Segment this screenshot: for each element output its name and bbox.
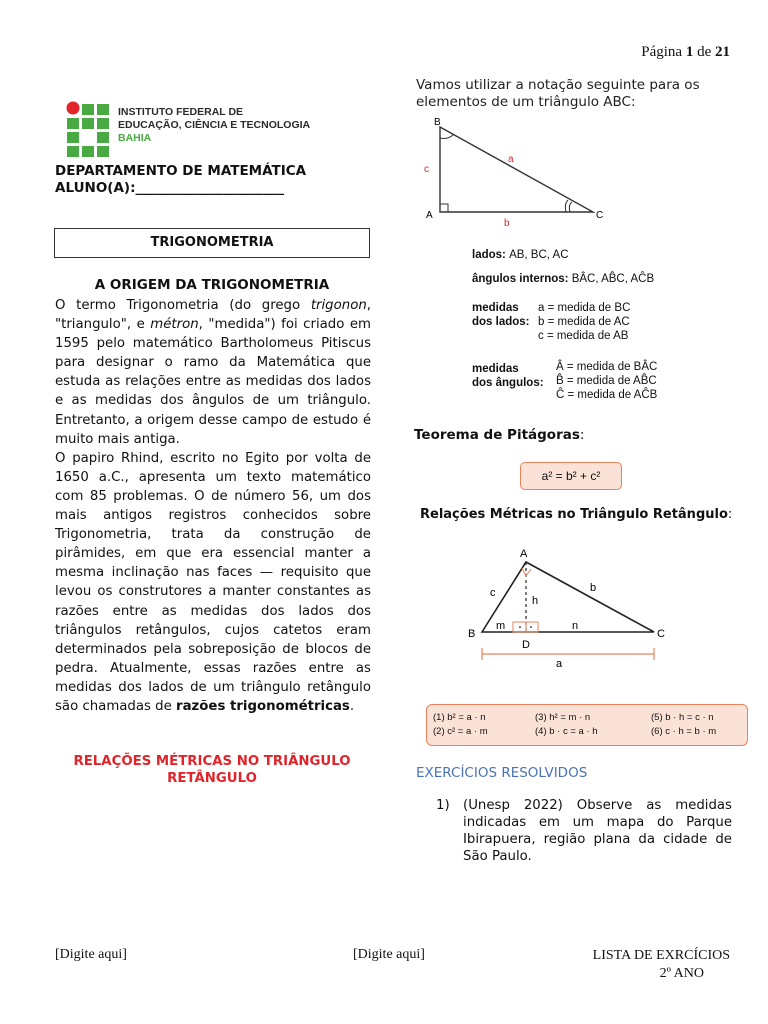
side-c-label: c	[424, 164, 429, 175]
exercises-heading: EXERCÍCIOS RESOLVIDOS	[416, 765, 588, 781]
department-name: DEPARTAMENTO DE MATEMÁTICA	[55, 163, 307, 179]
formula-4: (4) b · c = a · h	[535, 726, 598, 737]
height-h-label: h	[532, 595, 539, 607]
section-heading-metric-relations: RELAÇÕES MÉTRICAS NO TRIÂNGULO RETÂNGULO	[73, 754, 351, 786]
footer-right: LISTA DE EXRCÍCIOS 2º ANO	[592, 948, 730, 981]
paragraph-2: O papiro Rhind, escrito no Egito por volta de 1650 a.C., apresenta um texto matemático com 85 problemas. O de número 56, um dos mais antigos registros conhecidos sobre Trigonometria, trata da construção de pirâmides, em que era essencial manter a mesma inclinação nas faces — requisito que levou os construtores a manter constantes as razões entre as medidas dos lados dos triângulos retângulos, cujos catetos eram determinados pela sobreposição de blocos de pedra. Atualmente, essas razões entre as medidas dos lados de um triângulo retângulo são chamadas de razões trigonométricas.	[55, 450, 371, 714]
pythagoras-formula: a² = b² + c²	[520, 462, 622, 490]
formula-5: (5) b · h = c · n	[651, 712, 714, 723]
document-title: TRIGONOMETRIA	[54, 228, 370, 258]
metric-relations-heading: Relações Métricas no Triângulo Retângulo:	[420, 507, 733, 522]
footer-left: [Digite aqui]	[55, 947, 127, 962]
pythagoras-heading: Teorema de Pitágoras:	[414, 427, 585, 443]
formula-3: (3) h² = m · n	[535, 712, 591, 723]
foot-d-label: D	[522, 639, 530, 651]
formula-1: (1) b² = a · n	[433, 712, 486, 723]
segment-m-label: m	[496, 620, 506, 632]
vertex-b-label: B	[468, 628, 476, 640]
exercise-text: (Unesp 2022) Observe as medidas indicadas em um mapa do Parque Ibirapuera, região plana da cidade de São Paulo.	[463, 798, 732, 864]
vertex-c-label: C	[596, 210, 604, 221]
triangle-abc-diagram	[418, 112, 618, 230]
page-number: Página 1 de 21	[641, 44, 730, 60]
footer-center: [Digite aqui]	[353, 947, 425, 962]
logo-text: INSTITUTO FEDERAL DE EDUCAÇÃO, CIÊNCIA E TECNOLOGIA BAHIA	[118, 106, 311, 144]
notation-intro: Vamos utilizar a notação seguinte para os elementos de um triângulo ABC:	[416, 77, 700, 110]
hypotenuse-a-label: a	[556, 658, 563, 670]
exercise-item	[436, 797, 732, 865]
exercise-number: 1)	[436, 798, 450, 813]
formula-2: (2) c² = a · m	[433, 726, 488, 737]
side-b-label: b	[590, 582, 597, 594]
side-b-label: b	[504, 218, 510, 229]
vertex-b-label: B	[434, 117, 441, 128]
department-block	[55, 163, 306, 197]
vertex-a-label: A	[520, 548, 528, 560]
formula-6: (6) c · h = b · m	[651, 726, 717, 737]
vertex-a-label: A	[426, 210, 433, 221]
side-c-label: c	[490, 587, 496, 599]
right-triangle-height-diagram	[460, 540, 680, 675]
metric-relations-formulas	[426, 704, 748, 746]
segment-n-label: n	[572, 620, 579, 632]
section-heading-origin: A ORIGEM DA TRIGONOMETRIA	[94, 277, 330, 293]
paragraph-1: O termo Trigonometria (do grego trigonon, "triangulo", e métron, "medida") foi criado em 1595 pelo matemático Bartholomeus Pitiscus para designar o ramo da Matemática que estuda as relações entre as medidas dos lados e as medidas dos ângulos de um triângulo. Entretanto, a origem desse campo de estudo é muito mais antiga.	[55, 298, 371, 447]
student-field: ALUNO(A):______________________	[55, 180, 284, 196]
origin-text	[55, 296, 371, 716]
vertex-c-label: C	[657, 628, 665, 640]
side-a-label: a	[508, 154, 514, 165]
